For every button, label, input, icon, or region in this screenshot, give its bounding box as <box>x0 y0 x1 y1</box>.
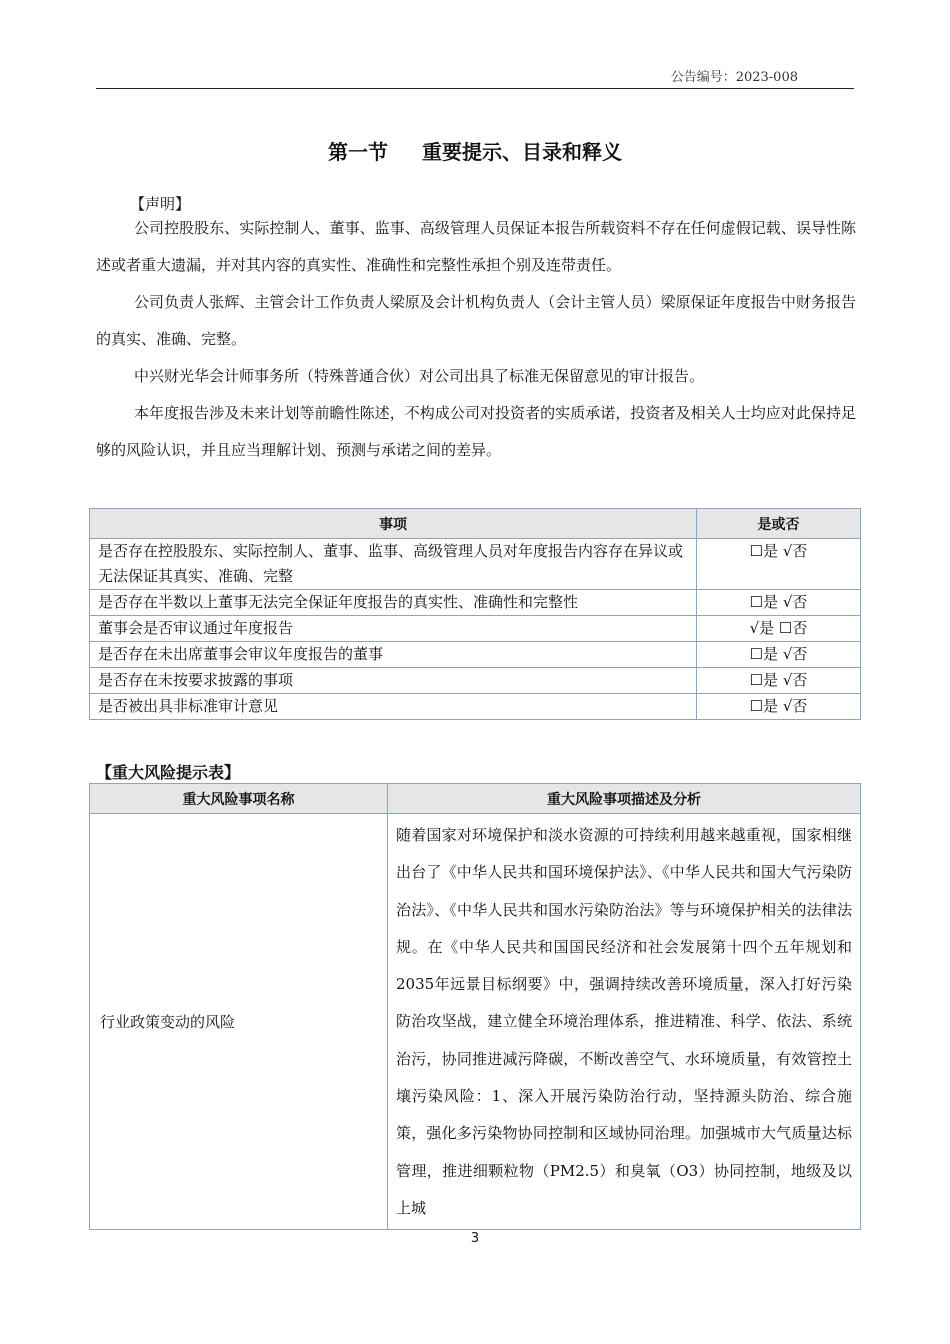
matter-answer: ☐是 √否 <box>697 694 861 720</box>
risk-name: 行业政策变动的风险 <box>90 814 388 1230</box>
declaration-paragraph: 中兴财光华会计师事务所（特殊普通合伙）对公司出具了标准无保留意见的审计报告。 <box>134 367 705 385</box>
column-header-item: 事项 <box>90 509 697 539</box>
matter-answer: ☐是 √否 <box>697 590 861 616</box>
table-header-row <box>90 509 861 539</box>
matter-item: 是否存在半数以上董事无法完全保证年度报告的真实性、准确性和完整性 <box>90 590 697 616</box>
matter-answer: ☐是 √否 <box>697 642 861 668</box>
table-row <box>90 616 861 642</box>
matter-answer: ☐是 √否 <box>697 539 861 590</box>
matter-item: 是否存在未按要求披露的事项 <box>90 668 697 694</box>
announcement-code: 公告编号：2023-008 <box>670 70 798 85</box>
section-number: 第一节 <box>328 140 388 164</box>
page-number: 3 <box>470 1231 480 1246</box>
matter-item: 董事会是否审议通过年度报告 <box>90 616 697 642</box>
section-title <box>0 136 950 165</box>
declaration-paragraph: 公司负责人张辉、主管会计工作负责人梁原及会计机构负责人（会计主管人员）梁原保证年度报告中财务报告的真实、准确、完整。 <box>96 293 856 348</box>
table-row <box>90 590 861 616</box>
declaration-paragraph: 公司控股股东、实际控制人、董事、监事、高级管理人员保证本报告所载资料不存在任何虚假记载、误导性陈述或者重大遗漏，并对其内容的真实性、准确性和完整性承担个别及连带责任。 <box>96 219 856 274</box>
matter-item: 是否被出具非标准审计意见 <box>90 694 697 720</box>
header-divider <box>96 88 854 89</box>
table-row <box>90 668 861 694</box>
risk-table <box>89 783 861 1230</box>
risk-description: 随着国家对环境保护和淡水资源的可持续利用越来越重视，国家相继出台了《中华人民共和国环境保护法》、《中华人民共和国大气污染防治法》、《中华人民共和国水污染防治法》等与环境保护相关的法律法规。在《中华人民共和国国民经济和社会发展第十四个五年规划和2035年远景目标纲要》中，强调持续改善环境质量，深入打好污染防治攻坚战，建立健全环境治理体系，推进精准、科学、依法、系统治污，协同推进减污降碳，不断改善空气、水环境质量，有效管控土壤污染风险：1、深入开展污染防治行动，坚持源头防治、综合施策，强化多污染物协同控制和区域协同治理。加强城市大气质量达标管理，推进细颗粒物（PM2.5）和臭氧（O3）协同控制，地级及以上城 <box>388 814 861 1230</box>
column-header-risk-desc: 重大风险事项描述及分析 <box>388 784 861 814</box>
table-header-row <box>90 784 861 814</box>
column-header-risk-name: 重大风险事项名称 <box>90 784 388 814</box>
risk-table-heading: 【重大风险提示表】 <box>96 763 241 782</box>
matter-answer: √是 ☐否 <box>697 616 861 642</box>
matter-answer: ☐是 √否 <box>697 668 861 694</box>
matters-table <box>89 508 861 720</box>
column-header-answer: 是或否 <box>697 509 861 539</box>
declaration-paragraph: 本年度报告涉及未来计划等前瞻性陈述，不构成公司对投资者的实质承诺，投资者及相关人士均应对此保持足够的风险认识，并且应当理解计划、预测与承诺之间的差异。 <box>96 404 856 459</box>
table-row <box>90 539 861 590</box>
table-row <box>90 694 861 720</box>
table-row <box>90 642 861 668</box>
matter-item: 是否存在控股股东、实际控制人、董事、监事、高级管理人员对年度报告内容存在异议或无法保证其真实、准确、完整 <box>90 539 697 590</box>
matter-item: 是否存在未出席董事会审议年度报告的董事 <box>90 642 697 668</box>
table-row <box>90 814 861 1230</box>
declaration-heading: 【声明】 <box>130 195 191 213</box>
section-heading: 重要提示、目录和释义 <box>422 140 622 164</box>
